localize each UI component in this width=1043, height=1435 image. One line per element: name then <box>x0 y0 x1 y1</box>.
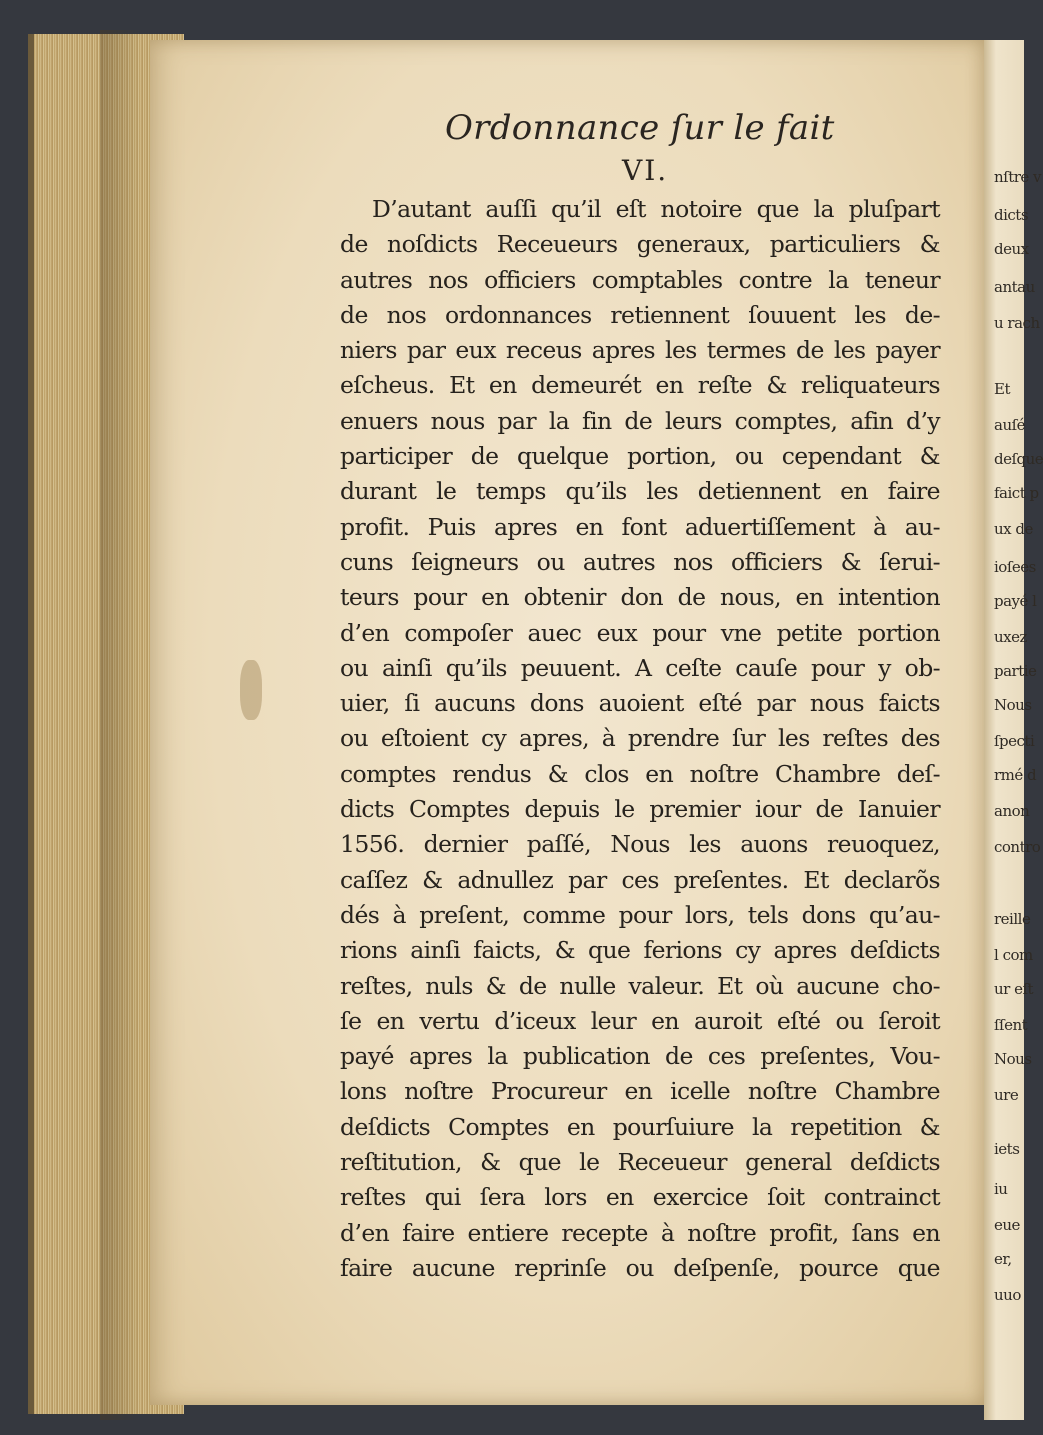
facing-page-edge <box>984 40 1043 1420</box>
text-line: dicts Comptes depuis le premier iour de Ianuier <box>340 795 940 824</box>
text-line: ou ainſi qu’ils peuuent. A ceſte cauſe pour y ob- <box>340 653 940 682</box>
spine-shadow <box>100 30 140 1420</box>
facing-page-fragment: nſtre v <box>994 168 1042 186</box>
facing-page-fragment: iu <box>994 1180 1008 1198</box>
text-line: deſdicts Comptes en pourſuiure la repetition & <box>340 1112 940 1141</box>
facing-page-fragment: u rach <box>994 314 1040 332</box>
text-line: de noſdicts Receueurs generaux, particuliers & <box>340 230 940 259</box>
facing-page-fragment: deſque <box>994 450 1043 468</box>
text-line: D’autant auſſi qu’il eſt notoire que la pluſpart <box>372 195 940 223</box>
facing-page-fragment: Et <box>994 380 1010 398</box>
text-line: eſcheus. Et en demeurét en reſte & reliquateurs <box>340 371 940 400</box>
facing-page-fragment: er, <box>994 1250 1012 1268</box>
text-line: reſtes qui ſera lors en exercice ſoit contrainct <box>340 1183 940 1212</box>
running-head: Ordonnance ſur le fait <box>445 108 835 148</box>
text-line: durant le temps qu’ils les detiennent en faire <box>340 477 940 506</box>
text-line: dés à preſent, comme pour lors, tels dons qu’au- <box>340 900 940 929</box>
facing-page-fragment: rmé d <box>994 766 1037 784</box>
text-line: caſſez & adnullez par ces preſentes. Et declarõs <box>340 865 940 894</box>
text-line: ſe en vertu d’iceux leur en auroit eſté ou ſeroit <box>340 1006 940 1035</box>
text-line: d’en compoſer auec eux pour vne petite portion <box>340 618 940 647</box>
facing-page-fragment: iets <box>994 1140 1020 1158</box>
text-line: profit. Puis apres en font aduertiſſement à au- <box>340 512 940 541</box>
text-line: comptes rendus & clos en noſtre Chambre deſ- <box>340 759 940 788</box>
text-line: payé apres la publication de ces preſentes, Vou- <box>340 1042 940 1071</box>
facing-page-fragment: dicts <box>994 206 1029 224</box>
facing-page-fragment: ſpecti <box>994 732 1035 750</box>
text-line: uier, ſi aucuns dons auoient eſté par nous faicts <box>340 689 940 718</box>
text-line: enuers nous par la fin de leurs comptes, afin d’y <box>340 406 940 435</box>
facing-page-fragment: uxez <box>994 628 1027 646</box>
text-line: teurs pour en obtenir don de nous, en intention <box>340 583 940 612</box>
text-line: ou eſtoient cy apres, à prendre ſur les reſtes des <box>340 724 940 753</box>
section-number: VI. <box>622 154 669 187</box>
text-line: autres nos officiers comptables contre la teneur <box>340 265 940 294</box>
facing-page-fragment: ur eſt <box>994 980 1034 998</box>
body-text <box>340 192 940 1286</box>
facing-page-fragment: Nous <box>994 696 1032 714</box>
facing-page-fragment: faict p <box>994 484 1039 502</box>
facing-page-fragment: antau <box>994 278 1035 296</box>
text-line: reſtitution, & que le Receueur general deſdicts <box>340 1148 940 1177</box>
facing-page-fragment: ſſent <box>994 1016 1028 1034</box>
text-line: reſtes, nuls & de nulle valeur. Et où aucune cho- <box>340 971 940 1000</box>
facing-page-fragment: auſé <box>994 416 1026 434</box>
text-line: d’en faire entiere recepte à noſtre profit, ſans en <box>340 1218 940 1247</box>
facing-page-fragment: uuo <box>994 1286 1021 1304</box>
text-line: faire aucune reprinſe ou deſpenſe, pource que <box>340 1253 940 1282</box>
page-stain <box>240 660 262 720</box>
text-line: participer de quelque portion, ou cependant & <box>340 442 940 471</box>
text-line: rions ainſi faicts, & que ferions cy apres deſdicts <box>340 936 940 965</box>
text-line: cuns ſeigneurs ou autres nos officiers & ſerui- <box>340 547 940 576</box>
text-line: niers par eux receus apres les termes de les payer <box>340 336 940 365</box>
facing-page-fragment: reille <box>994 910 1031 928</box>
text-line: 1556. dernier paſſé, Nous les auons reuoquez, <box>340 830 940 859</box>
facing-page-fragment: anon <box>994 802 1030 820</box>
facing-page-fragment: ux de <box>994 520 1033 538</box>
facing-page-fragment: payé l <box>994 592 1037 610</box>
facing-page-fragment: ioſees <box>994 558 1036 576</box>
text-line: lons noſtre Procureur en icelle noſtre Chambre <box>340 1077 940 1106</box>
facing-page-fragment: ure <box>994 1086 1019 1104</box>
facing-page-fragment: eue <box>994 1216 1020 1234</box>
facing-page-fragment: Nous <box>994 1050 1032 1068</box>
facing-page-fragment: contro <box>994 838 1041 856</box>
facing-page-fragment: deux <box>994 240 1029 258</box>
text-line: de nos ordonnances retiennent ſouuent les de- <box>340 300 940 329</box>
facing-page-fragment: l com <box>994 946 1033 964</box>
facing-page-fragment: partie <box>994 662 1037 680</box>
